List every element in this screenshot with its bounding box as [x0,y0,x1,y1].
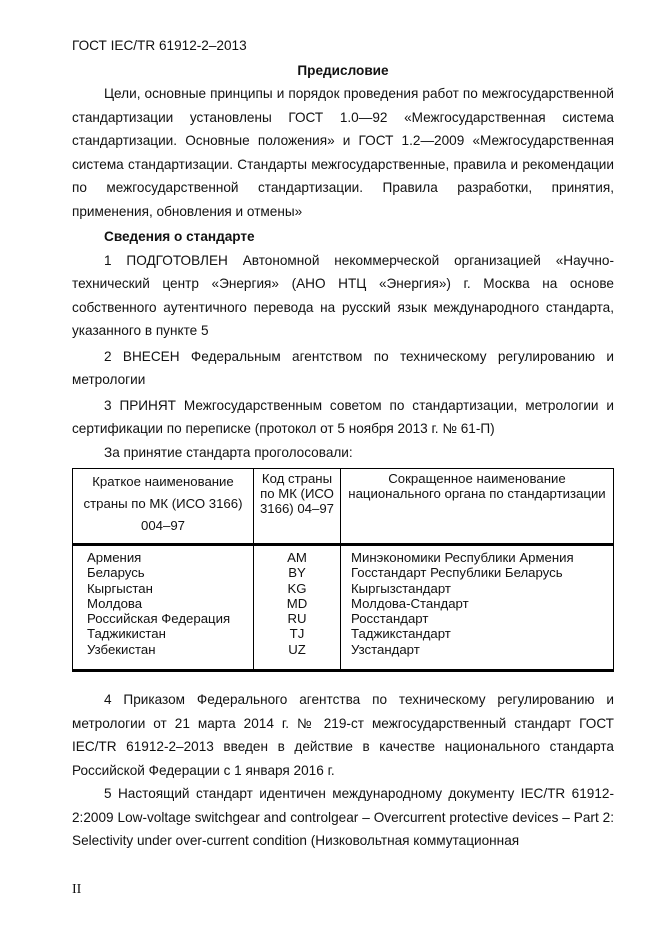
code: UZ [254,642,341,671]
preface-title: Предисловие [297,63,389,78]
table-row [73,626,614,641]
code: BY [254,565,341,580]
code: MD [254,596,341,611]
item-3: 3 ПРИНЯТ Межгосударственным советом по стандартизации, метрологии и сертификации по переписке (протокол от 5 ноября 2013 г. № 61-П) [72,397,614,436]
table-row [73,642,614,671]
country: Кыргыстан [73,581,254,596]
table-row [73,545,614,566]
table-row [73,565,614,580]
body: Узстандарт [341,642,614,671]
page-number: II [72,881,82,897]
body: Минэкономики Республики Армения [341,545,614,566]
document-header: ГОСТ IEC/TR 61912-2–2013 [72,38,247,53]
country: Молдова [73,596,254,611]
country: Российская Федерация [73,611,254,626]
item-2: 2 ВНЕСЕН Федеральным агентством по техническому регулированию и метрологии [72,348,614,387]
table-row [73,611,614,626]
body: Таджикстандарт [341,626,614,641]
header-code: Код страны по МК (ИСО 3166) 04–97 [254,469,341,545]
item-1: 1 ПОДГОТОВЛЕН Автономной некоммерческой организацией «Научно-технический центр «Энергия» (АНО НТЦ «Энергия») г. Москва на основе собственного аутентичного перевода на русский язык международного стандарта, указанного в пункте 5 [72,252,614,338]
code: TJ [254,626,341,641]
page-content [72,60,614,853]
header-body: Сокращенное наименование национального органа по стандартизации [341,469,614,545]
country: Таджикистан [73,626,254,641]
body: Кыргызстандарт [341,581,614,596]
country: Узбекистан [73,642,254,671]
country: Армения [73,545,254,566]
header-country: Краткое наименование страны по МК (ИСО 3166) 004–97 [73,469,254,545]
table-row [73,581,614,596]
body: Молдова-Стандарт [341,596,614,611]
item-5: 5 Настоящий стандарт идентичен международному документу IEC/TR 61912-2:2009 Low-voltage switchgear and controlgear – Overcurrent protective devices – Part 2: Selectivity under over-current condition (Низковольтная коммутационная [72,786,614,849]
code: RU [254,611,341,626]
code: AM [254,545,341,566]
item-4: 4 Приказом Федерального агентства по техническому регулированию и метрологии от 21 марта 2014 г. № 219-ст межгосударственный стандарт ГОСТ IEC/TR 61912-2–2013 введен в действие в качестве национального стандарта Российской Федерации с 1 января 2016 г. [72,692,614,778]
voting-table [72,468,614,672]
code: KG [254,581,341,596]
country: Беларусь [73,565,254,580]
intro-paragraph: Цели, основные принципы и порядок проведения работ по межгосударственной стандартизации установлены ГОСТ 1.0—92 «Межгосударственная система стандартизации. Основные положения» и ГОСТ 1.2—2009 «Межгосударственная система стандартизации. Стандарты межгосударственные, правила и рекомендации по межгосударственной стандартизации. Правила разработки, принятия, применения, обновления и отмены» [72,86,614,219]
table-header-row [73,469,614,545]
body: Госстандарт Республики Беларусь [341,565,614,580]
section-title: Сведения о стандарте [104,229,255,244]
vote-intro: За принятие стандарта проголосовали: [104,444,353,460]
body: Росстандарт [341,611,614,626]
table-row [73,596,614,611]
